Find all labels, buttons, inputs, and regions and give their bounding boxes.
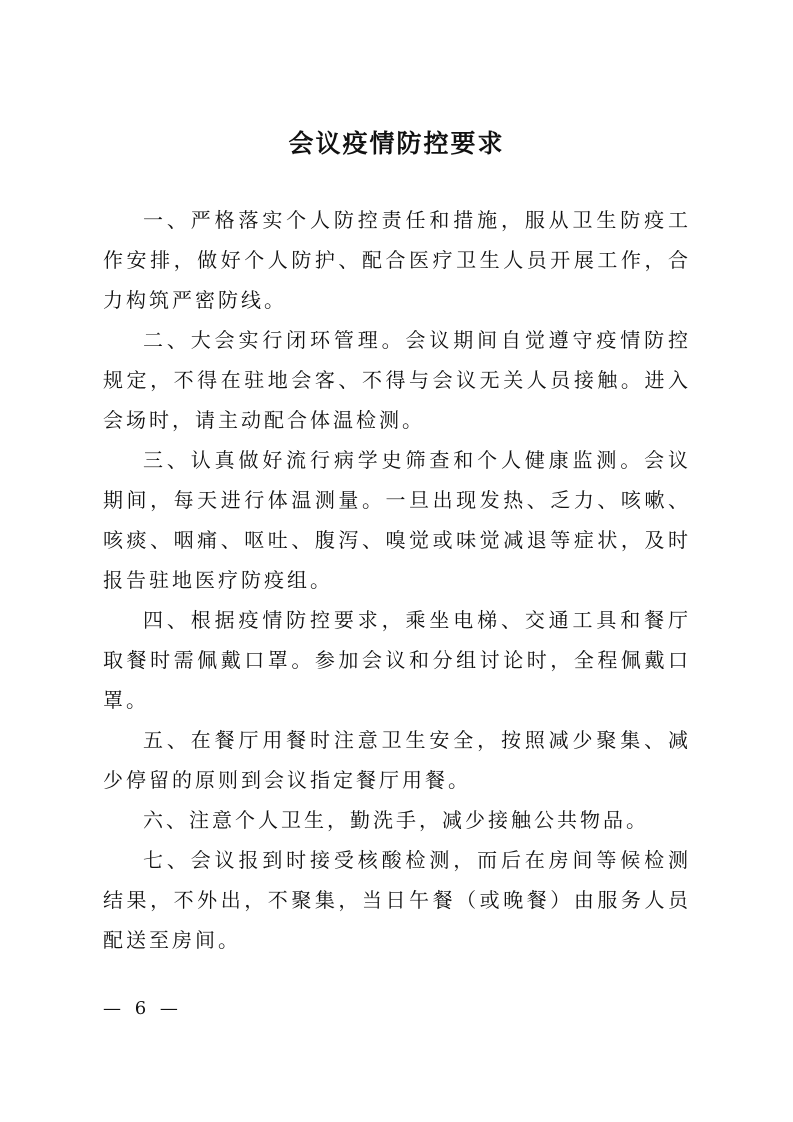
document-body xyxy=(103,200,691,960)
paragraph-6: 六、注意个人卫生，勤洗手，减少接触公共物品。 xyxy=(143,808,649,832)
paragraph-5: 五、在餐厅用餐时注意卫生安全，按照减少聚集、减少停留的原则到会议指定餐厅用餐。 xyxy=(103,728,691,792)
paragraph-3: 三、认真做好流行病学史筛查和个人健康监测。会议期间，每天进行体温测量。一旦出现发热、乏力、咳嗽、咳痰、咽痛、呕吐、腹泻、嗅觉或味觉减退等症状，及时报告驻地医疗防疫组。 xyxy=(103,448,691,592)
paragraph-7: 七、会议报到时接受核酸检测，而后在房间等候检测结果，不外出，不聚集，当日午餐（或晚餐）由服务人员配送至房间。 xyxy=(103,848,691,952)
paragraph-2: 二、大会实行闭环管理。会议期间自觉遵守疫情防控规定，不得在驻地会客、不得与会议无关人员接触。进入会场时，请主动配合体温检测。 xyxy=(103,328,691,432)
page-title: 会议疫情防控要求 xyxy=(288,129,505,158)
paragraph-1: 一、严格落实个人防控责任和措施，服从卫生防疫工作安排，做好个人防护、配合医疗卫生人员开展工作，合力构筑严密防线。 xyxy=(103,208,691,312)
paragraph-4: 四、根据疫情防控要求，乘坐电梯、交通工具和餐厅取餐时需佩戴口罩。参加会议和分组讨论时，全程佩戴口罩。 xyxy=(103,608,691,712)
page-number: — 6 — xyxy=(103,998,182,1019)
